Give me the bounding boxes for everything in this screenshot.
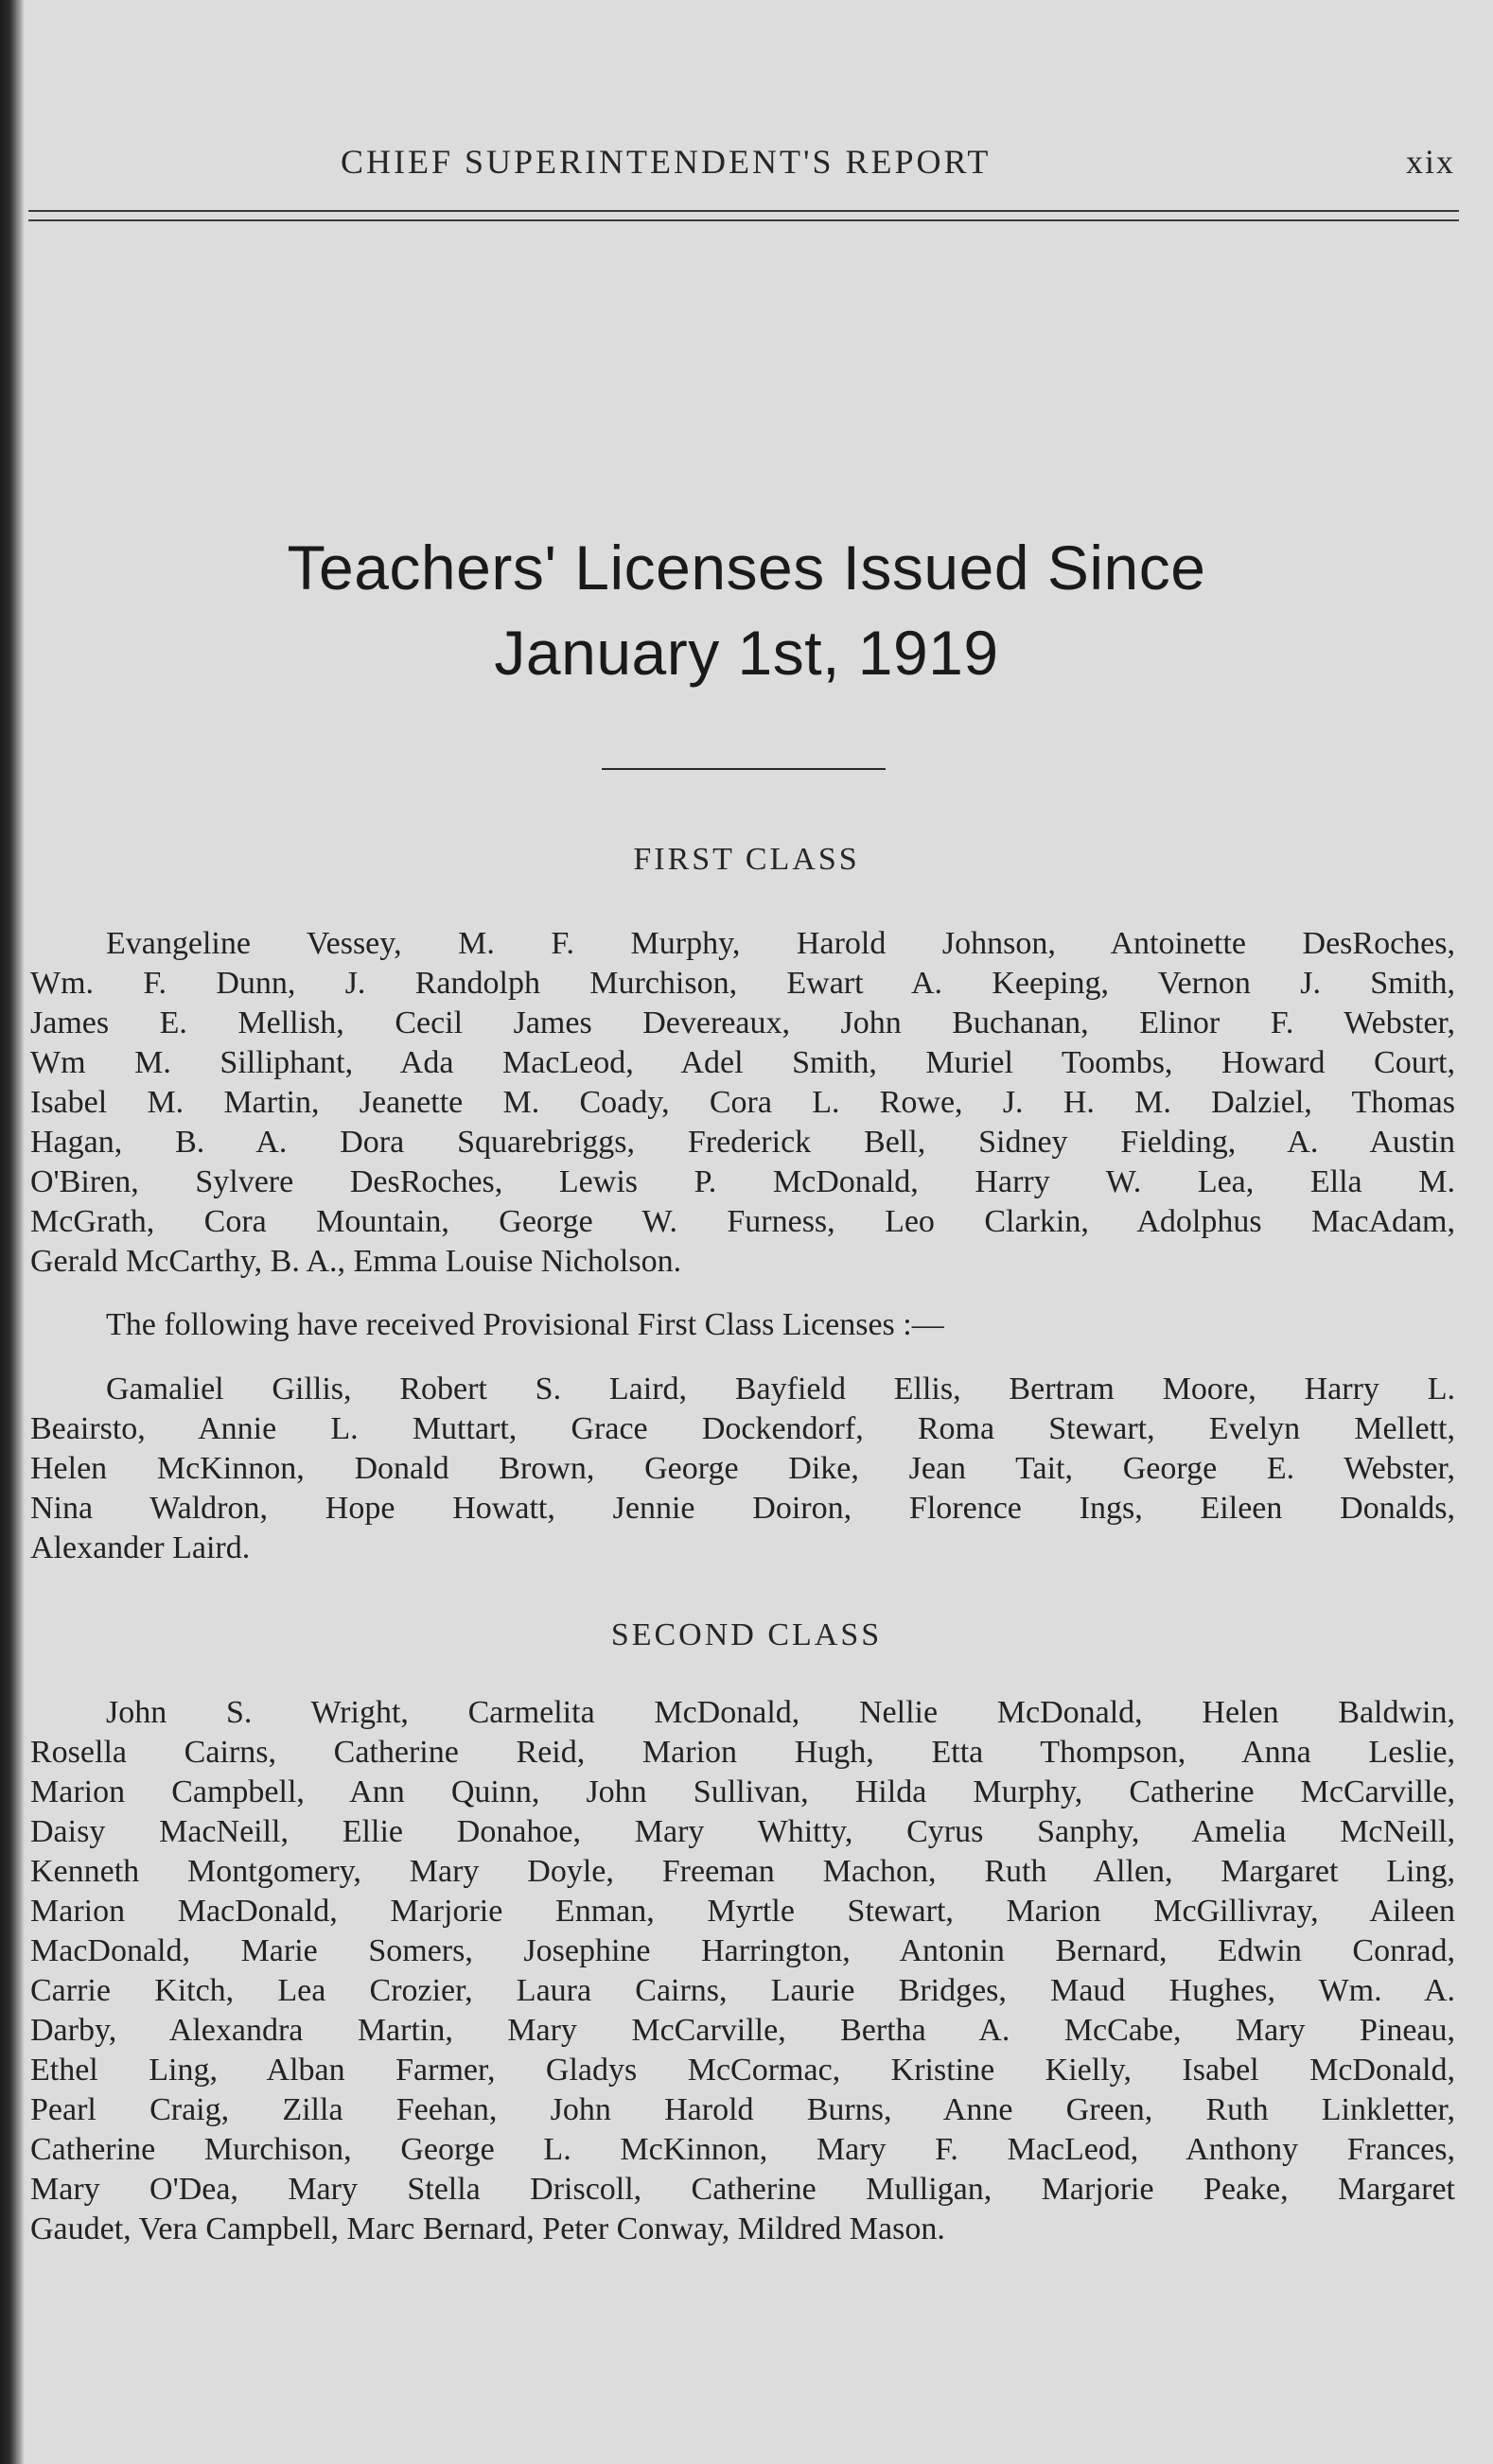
provisional-line: Gamaliel Gillis, Robert S. Laird, Bayfield Ellis, Bertram Moore, Harry L. xyxy=(106,1372,1455,1407)
running-header xyxy=(0,142,1493,180)
page-title-line-1: Teachers' Licenses Issued Since xyxy=(287,533,1206,603)
first-class-line: McGrath, Cora Mountain, George W. Furness, Leo Clarkin, Adolphus MacAdam, xyxy=(30,1204,1455,1239)
first-class-line: Wm. F. Dunn, J. Randolph Murchison, Ewart A. Keeping, Vernon J. Smith, xyxy=(30,966,1455,1001)
second-class-line: Marion Campbell, Ann Quinn, John Sullivan, Hilda Murphy, Catherine McCarville, xyxy=(30,1774,1455,1809)
provisional-line: Helen McKinnon, Donald Brown, George Dike, Jean Tait, George E. Webster, xyxy=(30,1451,1455,1486)
running-title: CHIEF SUPERINTENDENT'S REPORT xyxy=(341,143,992,181)
header-rule-bottom xyxy=(28,219,1459,221)
first-class-line: James E. Mellish, Cecil James Devereaux, John Buchanan, Elinor F. Webster, xyxy=(30,1005,1455,1040)
page-title-line-2: January 1st, 1919 xyxy=(494,618,999,688)
page-number: xix xyxy=(1405,143,1455,181)
first-class-line: Hagan, B. A. Dora Squarebriggs, Frederick Bell, Sidney Fielding, A. Austin xyxy=(30,1125,1455,1160)
first-class-line: Evangeline Vessey, M. F. Murphy, Harold Johnson, Antoinette DesRoches, xyxy=(106,926,1455,961)
second-class-line: Catherine Murchison, George L. McKinnon, Mary F. MacLeod, Anthony Frances, xyxy=(30,2132,1455,2167)
first-class-list xyxy=(30,924,1455,1282)
header-rule-top xyxy=(28,210,1459,212)
binding-shadow xyxy=(0,0,25,2464)
second-class-line: Darby, Alexandra Martin, Mary McCarville, Bertha A. McCabe, Mary Pineau, xyxy=(30,2013,1455,2048)
provisional-note xyxy=(30,1305,1455,1345)
first-class-line: Isabel M. Martin, Jeanette M. Coady, Cora L. Rowe, J. H. M. Dalziel, Thomas xyxy=(30,1085,1455,1120)
second-class-line: MacDonald, Marie Somers, Josephine Harrington, Antonin Bernard, Edwin Conrad, xyxy=(30,1933,1455,1968)
second-class-line: Rosella Cairns, Catherine Reid, Marion Hugh, Etta Thompson, Anna Leslie, xyxy=(30,1735,1455,1770)
provisional-note-text: The following have received Provisional First Class Licenses :— xyxy=(106,1307,944,1342)
provisional-line: Nina Waldron, Hope Howatt, Jennie Doiron, Florence Ings, Eileen Donalds, xyxy=(30,1491,1455,1526)
second-class-heading: SECOND CLASS xyxy=(610,1617,883,1652)
second-class-line: Marion MacDonald, Marjorie Enman, Myrtle Stewart, Marion McGillivray, Aileen xyxy=(30,1894,1455,1929)
second-class-line: Carrie Kitch, Lea Crozier, Laura Cairns, Laurie Bridges, Maud Hughes, Wm. A. xyxy=(30,1973,1455,2008)
second-class-line: Mary O'Dea, Mary Stella Driscoll, Catherine Mulligan, Marjorie Peake, Margaret xyxy=(30,2172,1455,2207)
first-class-line: Gerald McCarthy, B. A., Emma Louise Nicholson. xyxy=(30,1244,682,1279)
first-class-line: O'Biren, Sylvere DesRoches, Lewis P. McDonald, Harry W. Lea, Ella M. xyxy=(30,1164,1455,1199)
provisional-line: Alexander Laird. xyxy=(30,1530,251,1565)
title-divider xyxy=(602,768,886,770)
second-class-line: Kenneth Montgomery, Mary Doyle, Freeman Machon, Ruth Allen, Margaret Ling, xyxy=(30,1854,1455,1889)
second-class-line: John S. Wright, Carmelita McDonald, Nellie McDonald, Helen Baldwin, xyxy=(106,1695,1455,1730)
page-title xyxy=(0,525,1493,695)
first-class-heading: FIRST CLASS xyxy=(633,842,860,877)
second-class-list xyxy=(30,1693,1455,2249)
first-class-line: Wm M. Silliphant, Ada MacLeod, Adel Smith, Muriel Toombs, Howard Court, xyxy=(30,1045,1455,1080)
provisional-list xyxy=(30,1370,1455,1568)
second-class-line: Gaudet, Vera Campbell, Marc Bernard, Peter Conway, Mildred Mason. xyxy=(30,2211,945,2246)
second-class-line: Pearl Craig, Zilla Feehan, John Harold Burns, Anne Green, Ruth Linkletter, xyxy=(30,2092,1455,2127)
second-class-line: Daisy MacNeill, Ellie Donahoe, Mary Whitty, Cyrus Sanphy, Amelia McNeill, xyxy=(30,1814,1455,1849)
second-class-line: Ethel Ling, Alban Farmer, Gladys McCormac, Kristine Kielly, Isabel McDonald, xyxy=(30,2053,1455,2088)
provisional-line: Beairsto, Annie L. Muttart, Grace Dockendorf, Roma Stewart, Evelyn Mellett, xyxy=(30,1411,1455,1446)
